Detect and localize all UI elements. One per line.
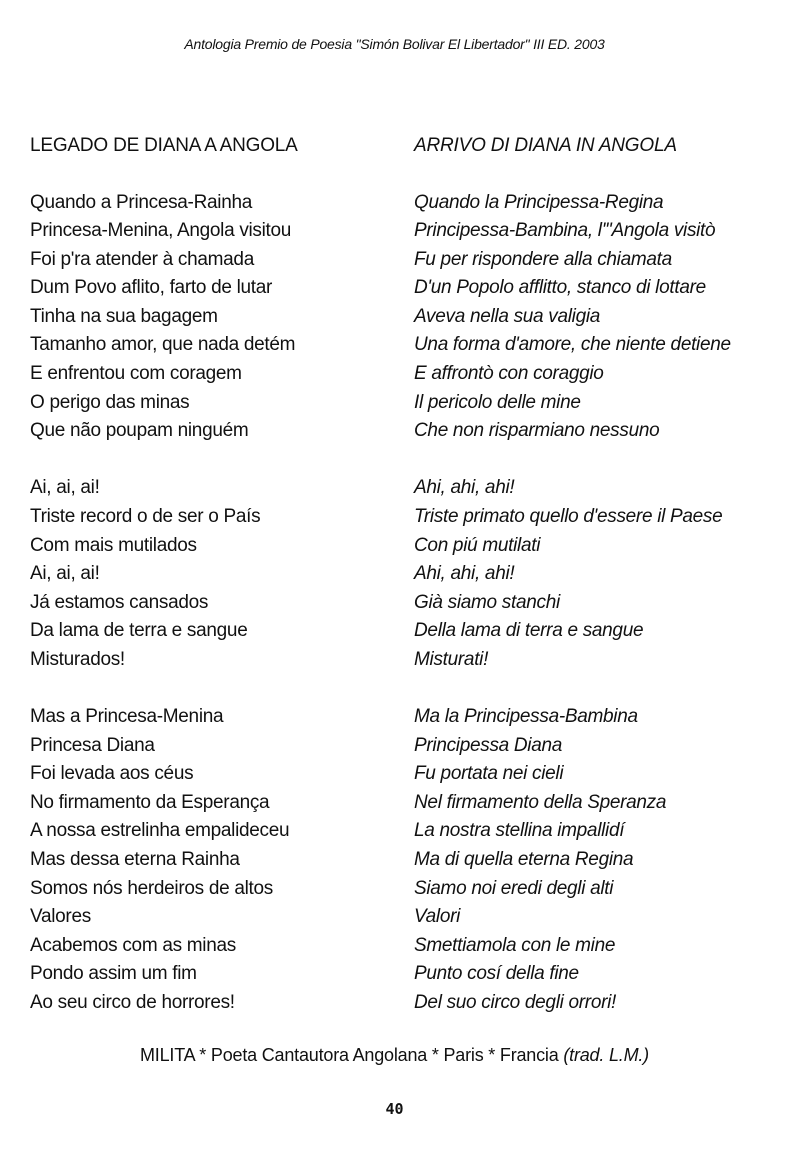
verse-line: Foi p'ra atender à chamada bbox=[30, 248, 254, 270]
verse-line: Del suo circo degli orrori! bbox=[414, 991, 617, 1013]
author-credit-text: MILITA * Poeta Cantautora Angolana * Paris * Francia bbox=[140, 1045, 559, 1065]
poem-portuguese bbox=[30, 131, 298, 1018]
verse-line: O perigo das minas bbox=[30, 391, 190, 413]
verse-line: Ahi, ahi, ahi! bbox=[414, 563, 515, 585]
verse-line: E enfrentou com coragem bbox=[30, 363, 242, 385]
verse-line: Valori bbox=[414, 906, 461, 928]
verse-line: Nel firmamento della Speranza bbox=[414, 791, 667, 813]
verse-line: Triste record o de ser o País bbox=[30, 505, 261, 527]
verse-line: Misturados! bbox=[30, 648, 125, 670]
verse-line: Ahi, ahi, ahi! bbox=[414, 477, 515, 499]
poem-italian bbox=[414, 131, 731, 1018]
verse-line: Con piú mutilati bbox=[414, 534, 541, 556]
verse-line: Somos nós herdeiros de altos bbox=[30, 877, 273, 899]
verse-line: Punto cosí della fine bbox=[414, 963, 579, 985]
verse-line: Dum Povo aflito, farto de lutar bbox=[30, 277, 273, 299]
verse-line: Foi levada aos céus bbox=[30, 763, 194, 785]
running-header: Antologia Premio de Poesia "Simón Bolivar El Libertador" III ED. 2003 bbox=[184, 36, 605, 52]
stanza-portuguese bbox=[30, 703, 298, 1018]
verse-line: Já estamos cansados bbox=[30, 591, 209, 613]
verse-line: Ai, ai, ai! bbox=[30, 563, 100, 585]
verse-line: Principessa-Bambina, l'"Angola visitò bbox=[414, 220, 716, 242]
verse-line: Della lama di terra e sangue bbox=[414, 620, 644, 642]
verse-line: Tinha na sua bagagem bbox=[30, 305, 218, 327]
verse-line: Siamo noi eredi degli alti bbox=[414, 877, 614, 899]
verse-line: Quando la Principessa-Regina bbox=[414, 191, 664, 213]
stanza-portuguese bbox=[30, 189, 298, 446]
author-credit bbox=[0, 1045, 789, 1066]
poem-title-portuguese: LEGADO DE DIANA A ANGOLA bbox=[30, 135, 298, 156]
verse-line: Aveva nella sua valigia bbox=[414, 305, 601, 327]
verse-line: Valores bbox=[30, 906, 91, 928]
verse-line: Mas a Princesa-Menina bbox=[30, 706, 224, 727]
stanza-italian bbox=[414, 703, 731, 1018]
verse-line: Princesa Diana bbox=[30, 734, 155, 756]
stanzas-portuguese bbox=[30, 189, 298, 1018]
verse-line: Acabemos com as minas bbox=[30, 934, 236, 956]
verse-line: Com mais mutilados bbox=[30, 534, 197, 556]
stanza-italian bbox=[414, 474, 731, 674]
verse-line: No firmamento da Esperança bbox=[30, 791, 270, 813]
page-number: 40 bbox=[385, 1100, 404, 1118]
verse-line: Principessa Diana bbox=[414, 734, 563, 756]
verse-line: Una forma d'amore, che niente detiene bbox=[414, 334, 731, 356]
verse-line: Misturati! bbox=[414, 648, 489, 670]
verse-line: Ma di quella eterna Regina bbox=[414, 848, 634, 870]
verse-line: La nostra stellina impallidí bbox=[414, 820, 625, 842]
verse-line: Mas dessa eterna Rainha bbox=[30, 848, 240, 870]
verse-line: Fu per rispondere alla chiamata bbox=[414, 248, 672, 270]
verse-line: Triste primato quello d'essere il Paese bbox=[414, 505, 723, 527]
stanza-portuguese bbox=[30, 474, 298, 674]
verse-line: Che non risparmiano nessuno bbox=[414, 420, 660, 442]
verse-line: Già siamo stanchi bbox=[414, 591, 560, 613]
verse-line: Da lama de terra e sangue bbox=[30, 620, 248, 642]
poem-title-italian: ARRIVO DI DIANA IN ANGOLA bbox=[414, 135, 677, 156]
verse-line: Ao seu circo de horrores! bbox=[30, 991, 235, 1013]
verse-line: Fu portata nei cieli bbox=[414, 763, 564, 785]
verse-line: Ai, ai, ai! bbox=[30, 477, 100, 499]
verse-line: Que não poupam ninguém bbox=[30, 420, 249, 442]
translator-credit: (trad. L.M.) bbox=[563, 1045, 649, 1065]
verse-line: Il pericolo delle mine bbox=[414, 391, 581, 413]
verse-line: Quando a Princesa-Rainha bbox=[30, 191, 252, 213]
verse-line: A nossa estrelinha empalideceu bbox=[30, 820, 290, 842]
verse-line: Tamanho amor, que nada detém bbox=[30, 334, 296, 356]
verse-line: Pondo assim um fim bbox=[30, 963, 197, 985]
stanza-italian bbox=[414, 189, 731, 446]
verse-line: Princesa-Menina, Angola visitou bbox=[30, 220, 292, 242]
stanzas-italian bbox=[414, 189, 731, 1018]
verse-line: E affrontò con coraggio bbox=[414, 363, 604, 385]
verse-line: Ma la Principessa-Bambina bbox=[414, 706, 638, 727]
verse-line: D'un Popolo afflitto, stanco di lottare bbox=[414, 277, 706, 299]
verse-line: Smettiamola con le mine bbox=[414, 934, 616, 956]
